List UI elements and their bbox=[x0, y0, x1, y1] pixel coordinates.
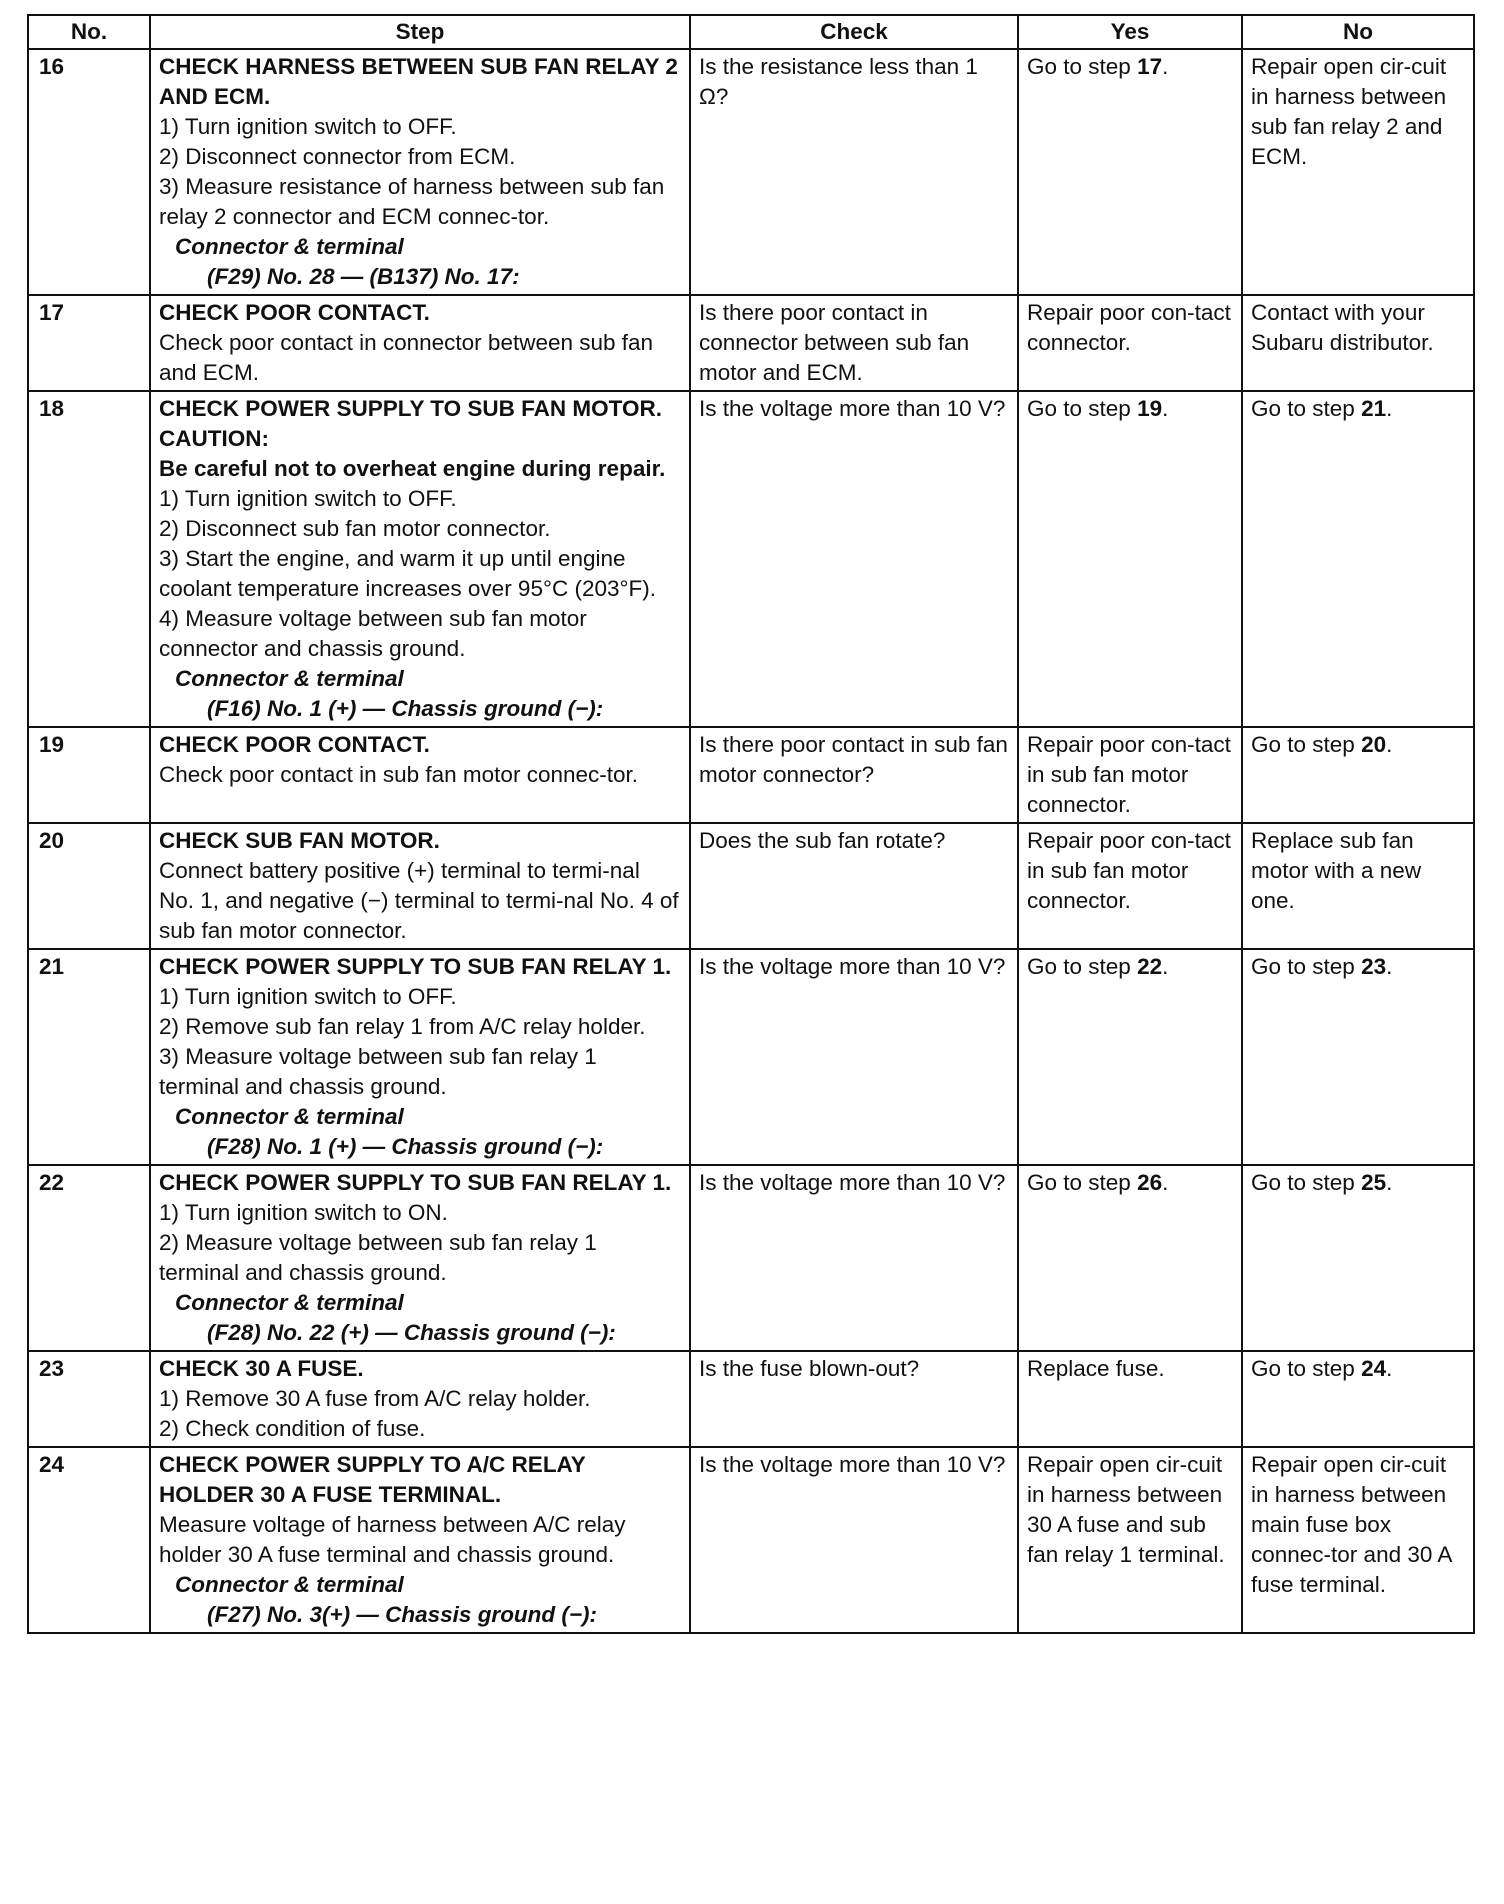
table-row bbox=[28, 949, 1474, 1165]
step-title: CHECK POWER SUPPLY TO A/C RELAY HOLDER 30 A FUSE TERMINAL. bbox=[159, 1452, 586, 1507]
no-step-ref: 24 bbox=[1361, 1356, 1387, 1381]
check-cell: Does the sub fan rotate? bbox=[690, 823, 1018, 949]
step-instruction: 1) Turn ignition switch to OFF. bbox=[159, 984, 457, 1009]
yes-text: Go to step bbox=[1027, 954, 1138, 979]
yes-tail: . bbox=[1162, 954, 1169, 979]
connector-value: (F28) No. 1 (+) — Chassis ground (−): bbox=[207, 1134, 604, 1159]
header-row bbox=[28, 15, 1474, 49]
connector-label: Connector & terminal bbox=[175, 234, 404, 259]
step-number: 19 bbox=[28, 727, 150, 823]
table-row bbox=[28, 391, 1474, 727]
step-title: CHECK POOR CONTACT. bbox=[159, 300, 430, 325]
yes-cell bbox=[1018, 391, 1242, 727]
step-number: 17 bbox=[28, 295, 150, 391]
yes-tail: . bbox=[1162, 1170, 1169, 1195]
yes-cell bbox=[1018, 1165, 1242, 1351]
step-instruction: 1) Remove 30 A fuse from A/C relay holder. bbox=[159, 1386, 591, 1411]
step-title: CHECK POWER SUPPLY TO SUB FAN MOTOR. bbox=[159, 396, 662, 421]
header-no: No. bbox=[28, 15, 150, 49]
yes-cell: Repair poor con-tact in sub fan motor connector. bbox=[1018, 727, 1242, 823]
yes-step-ref: 17 bbox=[1137, 54, 1163, 79]
connector-value: (F29) No. 28 — (B137) No. 17: bbox=[207, 264, 520, 289]
header-yes: Yes bbox=[1018, 15, 1242, 49]
caution-text: Be careful not to overheat engine during repair. bbox=[159, 456, 666, 481]
no-tail: . bbox=[1386, 1356, 1393, 1381]
yes-cell: Replace fuse. bbox=[1018, 1351, 1242, 1447]
step-number: 23 bbox=[28, 1351, 150, 1447]
no-cell bbox=[1242, 727, 1474, 823]
no-step-ref: 23 bbox=[1361, 954, 1387, 979]
step-title: CHECK POWER SUPPLY TO SUB FAN RELAY 1. bbox=[159, 954, 672, 979]
check-cell: Is the voltage more than 10 V? bbox=[690, 949, 1018, 1165]
connector-value: (F16) No. 1 (+) — Chassis ground (−): bbox=[207, 696, 604, 721]
table-row bbox=[28, 1447, 1474, 1633]
header-check: Check bbox=[690, 15, 1018, 49]
step-instruction: 2) Check condition of fuse. bbox=[159, 1416, 426, 1441]
check-cell: Is the voltage more than 10 V? bbox=[690, 1447, 1018, 1633]
no-tail: . bbox=[1386, 732, 1393, 757]
step-number: 24 bbox=[28, 1447, 150, 1633]
step-instruction: 2) Disconnect sub fan motor connector. bbox=[159, 516, 551, 541]
yes-tail: . bbox=[1162, 54, 1169, 79]
check-cell: Is the fuse blown-out? bbox=[690, 1351, 1018, 1447]
step-cell bbox=[150, 727, 690, 823]
connector-label: Connector & terminal bbox=[175, 666, 404, 691]
yes-text: Go to step bbox=[1027, 396, 1138, 421]
connector-value: (F28) No. 22 (+) — Chassis ground (−): bbox=[207, 1320, 616, 1345]
no-tail: . bbox=[1386, 1170, 1393, 1195]
no-text: Go to step bbox=[1251, 1170, 1362, 1195]
no-text: Go to step bbox=[1251, 732, 1362, 757]
step-cell bbox=[150, 949, 690, 1165]
yes-step-ref: 26 bbox=[1137, 1170, 1163, 1195]
troubleshooting-table bbox=[27, 14, 1475, 1634]
step-number: 16 bbox=[28, 49, 150, 295]
table-row bbox=[28, 1351, 1474, 1447]
connector-label: Connector & terminal bbox=[175, 1104, 404, 1129]
step-description: Measure voltage of harness between A/C relay holder 30 A fuse terminal and chassis ground. bbox=[159, 1512, 626, 1567]
step-instruction: 1) Turn ignition switch to ON. bbox=[159, 1200, 448, 1225]
step-instruction: 1) Turn ignition switch to OFF. bbox=[159, 486, 457, 511]
table-row bbox=[28, 295, 1474, 391]
step-instruction: 2) Measure voltage between sub fan relay 1 terminal and chassis ground. bbox=[159, 1230, 597, 1285]
connector-value: (F27) No. 3(+) — Chassis ground (−): bbox=[207, 1602, 598, 1627]
no-cell: Replace sub fan motor with a new one. bbox=[1242, 823, 1474, 949]
check-cell: Is the resistance less than 1 Ω? bbox=[690, 49, 1018, 295]
connector-label: Connector & terminal bbox=[175, 1572, 404, 1597]
no-text: Go to step bbox=[1251, 396, 1362, 421]
yes-text: Go to step bbox=[1027, 54, 1138, 79]
check-cell: Is the voltage more than 10 V? bbox=[690, 1165, 1018, 1351]
caution-label: CAUTION: bbox=[159, 426, 269, 451]
step-instruction: 2) Remove sub fan relay 1 from A/C relay holder. bbox=[159, 1014, 646, 1039]
step-instruction: 4) Measure voltage between sub fan motor connector and chassis ground. bbox=[159, 606, 587, 661]
table-row bbox=[28, 727, 1474, 823]
yes-step-ref: 22 bbox=[1137, 954, 1163, 979]
no-text: Go to step bbox=[1251, 954, 1362, 979]
table-row bbox=[28, 823, 1474, 949]
step-description: Connect battery positive (+) terminal to termi-nal No. 1, and negative (−) terminal to termi-nal No. 4 of sub fan motor connector. bbox=[159, 858, 679, 943]
step-instruction: 3) Start the engine, and warm it up until engine coolant temperature increases over 95°C (203°F). bbox=[159, 546, 656, 601]
step-number: 20 bbox=[28, 823, 150, 949]
connector-label: Connector & terminal bbox=[175, 1290, 404, 1315]
step-cell bbox=[150, 49, 690, 295]
no-tail: . bbox=[1386, 954, 1393, 979]
yes-cell bbox=[1018, 49, 1242, 295]
step-number: 22 bbox=[28, 1165, 150, 1351]
no-step-ref: 20 bbox=[1361, 732, 1387, 757]
check-cell: Is there poor contact in sub fan motor connector? bbox=[690, 727, 1018, 823]
header-no-result: No bbox=[1242, 15, 1474, 49]
no-step-ref: 21 bbox=[1361, 396, 1387, 421]
check-cell: Is the voltage more than 10 V? bbox=[690, 391, 1018, 727]
yes-step-ref: 19 bbox=[1137, 396, 1163, 421]
step-cell bbox=[150, 1447, 690, 1633]
step-instruction: 3) Measure resistance of harness between sub fan relay 2 connector and ECM connec-tor. bbox=[159, 174, 665, 229]
yes-tail: . bbox=[1162, 396, 1169, 421]
no-cell bbox=[1242, 1351, 1474, 1447]
yes-cell: Repair poor con-tact connector. bbox=[1018, 295, 1242, 391]
step-title: CHECK 30 A FUSE. bbox=[159, 1356, 364, 1381]
table-row bbox=[28, 49, 1474, 295]
step-title: CHECK POWER SUPPLY TO SUB FAN RELAY 1. bbox=[159, 1170, 672, 1195]
step-title: CHECK HARNESS BETWEEN SUB FAN RELAY 2 AND ECM. bbox=[159, 54, 678, 109]
no-tail: . bbox=[1386, 396, 1393, 421]
step-instruction: 1) Turn ignition switch to OFF. bbox=[159, 114, 457, 139]
step-instruction: 3) Measure voltage between sub fan relay 1 terminal and chassis ground. bbox=[159, 1044, 597, 1099]
header-step: Step bbox=[150, 15, 690, 49]
yes-cell: Repair poor con-tact in sub fan motor connector. bbox=[1018, 823, 1242, 949]
table-row bbox=[28, 1165, 1474, 1351]
no-cell bbox=[1242, 1165, 1474, 1351]
yes-text: Go to step bbox=[1027, 1170, 1138, 1195]
step-title: CHECK POOR CONTACT. bbox=[159, 732, 430, 757]
no-cell: Repair open cir-cuit in harness between sub fan relay 2 and ECM. bbox=[1242, 49, 1474, 295]
check-cell: Is there poor contact in connector between sub fan motor and ECM. bbox=[690, 295, 1018, 391]
no-cell bbox=[1242, 391, 1474, 727]
step-cell bbox=[150, 823, 690, 949]
step-description: Check poor contact in sub fan motor connec-tor. bbox=[159, 762, 639, 787]
step-description: Check poor contact in connector between sub fan and ECM. bbox=[159, 330, 654, 385]
step-number: 18 bbox=[28, 391, 150, 727]
yes-cell: Repair open cir-cuit in harness between 30 A fuse and sub fan relay 1 terminal. bbox=[1018, 1447, 1242, 1633]
step-instruction: 2) Disconnect connector from ECM. bbox=[159, 144, 516, 169]
step-title: CHECK SUB FAN MOTOR. bbox=[159, 828, 440, 853]
step-cell bbox=[150, 1165, 690, 1351]
step-cell bbox=[150, 295, 690, 391]
no-step-ref: 25 bbox=[1361, 1170, 1387, 1195]
step-cell bbox=[150, 1351, 690, 1447]
yes-cell bbox=[1018, 949, 1242, 1165]
no-text: Go to step bbox=[1251, 1356, 1362, 1381]
no-cell: Repair open cir-cuit in harness between main fuse box connec-tor and 30 A fuse terminal. bbox=[1242, 1447, 1474, 1633]
step-cell bbox=[150, 391, 690, 727]
step-number: 21 bbox=[28, 949, 150, 1165]
no-cell bbox=[1242, 949, 1474, 1165]
no-cell: Contact with your Subaru distributor. bbox=[1242, 295, 1474, 391]
